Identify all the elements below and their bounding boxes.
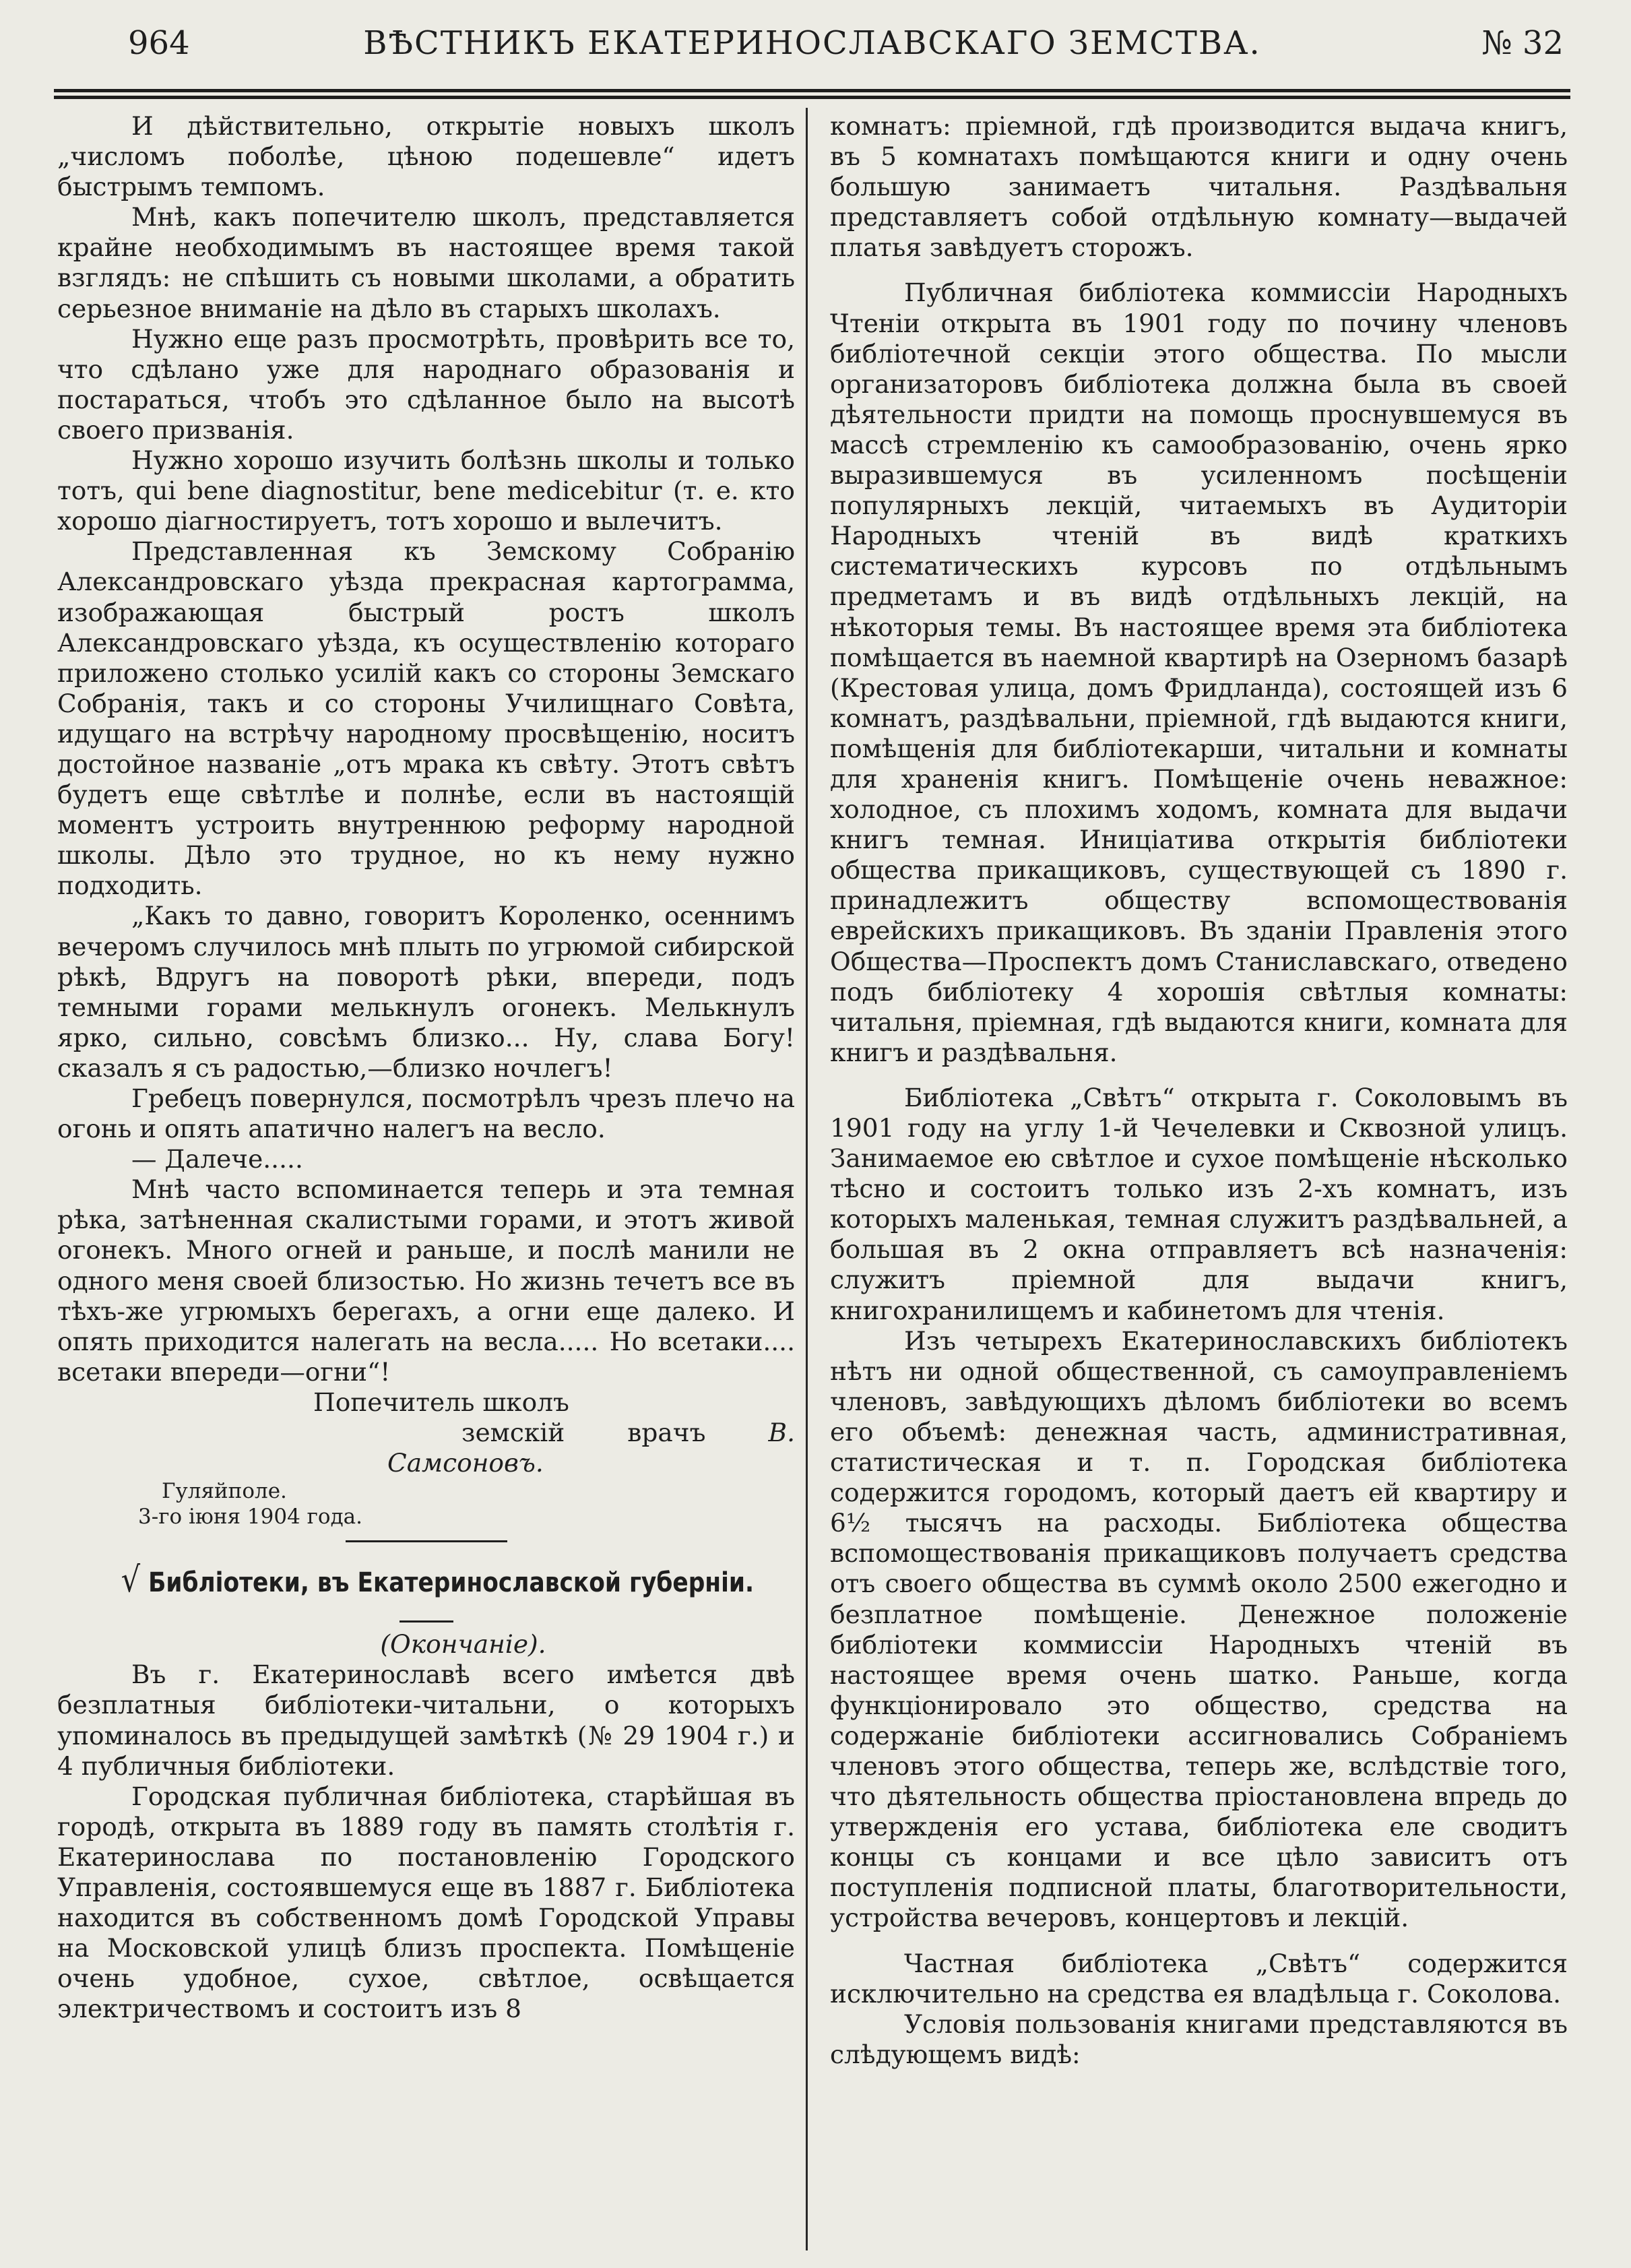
left-column: [57, 111, 795, 2247]
signature: [57, 1418, 795, 1478]
right-column: [830, 111, 1568, 2247]
section-heading: [57, 1560, 755, 1602]
check-mark-icon: √: [121, 1560, 141, 1601]
paragraph: Представленная къ Земскому Собранію Александровскаго уѣзда прекрасная картограмма, изображающая быстрый ростъ школъ Александровскаго уѣзда, къ осуществленію котораго приложено столько усилій какъ со стороны Земскаго Собранія, такъ и со стороны Училищнаго Совѣта, идущаго на встрѣчу народному просвѣщенію, носитъ достойное названіе „отъ мрака къ свѣту. Этотъ свѣтъ будетъ еще свѣтлѣе и полнѣе, если въ настоящій моментъ устроить внутреннюю реформу народной школы. Дѣло это трудное, но къ нему нужно подходить.: [57, 536, 795, 901]
paragraph: Мнѣ часто вспоминается теперь и эта темная рѣка, затѣненная скалистыми горами, и этотъ живой огонекъ. Много огней и раньше, и послѣ манили не одного меня своей близостью. Но жизнь течетъ все въ тѣхъ-же угрюмыхъ берегахъ, а огни еще далеко. И опять приходится налегать на весла..... Но всетаки.... всетаки впереди—огни“!: [57, 1174, 795, 1387]
paragraph: Нужно хорошо изучить болѣзнь школы и только тотъ, qui bene diagnostitur, bene medicebitur (т. е. кто хорошо діагностируетъ, тотъ хорошо и вылечитъ.: [57, 445, 795, 536]
paragraph: Условія пользованія книгами представляются въ слѣдующемъ видѣ:: [830, 2009, 1568, 2069]
page-header: [54, 19, 1570, 86]
paragraph: Публичная библіотека коммиссіи Народныхъ Чтеніи открыта въ 1901 году по почину членовъ библіотечной секціи этого общества. По мысли организаторовъ библіотека должна была въ своей дѣятельности придти на помощь проснувшемуся въ массѣ стремленію къ самообразованію, очень ярко выразившемуся въ усиленномъ посѣщеніи популярныхъ лекцій, читаемыхъ въ Аудиторіи Народныхъ чтеній въ видѣ краткихъ систематическихъ курсовъ по отдѣльнымъ предметамъ и въ видѣ отдѣльныхъ лекцій, на нѣкоторыя темы. Въ настоящее время эта библіотека помѣщается въ наемной квартирѣ на Озерномъ базарѣ (Крестовая улица, домъ Фридланда), состоящей изъ 6 комнатъ, раздѣвальни, пріемной, гдѣ выдаются книги, помѣщенія для библіотекарши, читальни и комнаты для храненія книгъ. Помѣщеніе очень неважное: холодное, съ плохимъ ходомъ, комната для выдачи книгъ темная. Иниціатива открытія библіотеки общества прикащиковъ, существующей съ 1890 г. принадлежитъ обществу вспомоществованія еврейскихъ прикащиковъ. Въ зданіи Правленія этого Общества—Проспектъ домъ Станиславскаго, отведено подъ библіотеку 4 хорошія свѣтлыя комнаты: читальня, пріемная, гдѣ выдаются книги, комната для книгъ и раздѣвальня.: [830, 278, 1568, 1067]
section-title: Библіотеки, въ Екатеринославской губерніи.: [148, 1567, 755, 1599]
signature-name: В. Самсоновъ.: [387, 1418, 795, 1478]
paragraph: Библіотека „Свѣтъ“ открыта г. Соколовымъ въ 1901 году на углу 1-й Чечелевки и Сквозной улицъ. Занимаемое ею свѣтлое и сухое помѣщеніе нѣсколько тѣсно и состоитъ только изъ 2-хъ комнатъ, изъ которыхъ маленькая, темная служитъ раздѣвальней, а большая въ 2 окна отправляетъ всѣ назначенія: служитъ пріемной для выдачи книгъ, книгохранилищемъ и кабинетомъ для чтенія.: [830, 1082, 1568, 1325]
paragraph: Частная библіотека „Свѣтъ“ содержится исключительно на средства ея владѣльца г. Соколова.: [830, 1948, 1568, 2009]
paragraph: Изъ четырехъ Екатеринославскихъ библіотекъ нѣтъ ни одной общественной, съ самоуправленіемъ членовъ, завѣдующихъ дѣломъ библіотеки во всемъ его объемѣ: денежная часть, административная, статистическая и т. п. Городская библіотека содержится городомъ, который даетъ ей квартиру и 6½ тысячъ на расходы. Библіотека общества вспомоществованія прикащиковъ получаетъ средства отъ своего общества въ суммѣ около 2500 ежегодно и безплатное помѣщеніе. Денежное положеніе библіотеки коммиссіи Народныхъ чтеній въ настоящее время очень шатко. Раньше, когда функціонировало это общество, средства на содержаніе библіотеки ассигновались Собраніемъ членовъ этого общества, теперь же, вслѣдствіе того, что дѣятельность общества пріостановлена впредь до утвержденія его устава, библіотека еле сводитъ концы съ концами и все цѣло зависитъ отъ поступленія подписной платы, благотворительности, устройства вечеровъ, концертовъ и лекцій.: [830, 1325, 1568, 1933]
issue-number: № 32: [1481, 24, 1564, 62]
paragraph: комнатъ: пріемной, гдѣ производится выдача книгъ, въ 5 комнатахъ помѣщаются книги и одну очень большую занимаетъ читальня. Раздѣвальня представляетъ собой отдѣльную комнату—выдачей платья завѣдуетъ сторожъ.: [830, 111, 1568, 263]
header-rule-bottom: [54, 96, 1570, 99]
header-rule-top: [54, 89, 1570, 92]
paragraph: „Какъ то давно, говоритъ Короленко, осеннимъ вечеромъ случилось мнѣ плыть по угрюмой сибирской рѣкѣ, Вдругъ на поворотѣ рѣки, впереди, подъ темными горами мелькнулъ огонекъ. Мелькнулъ ярко, сильно, совсѣмъ близко... Ну, слава Богу! сказалъ я съ радостью,—близко ночлегъ!: [57, 901, 795, 1083]
section-separator: [346, 1540, 507, 1542]
paragraph-gap: [830, 1934, 1568, 1949]
paragraph: Гребецъ повернулся, посмотрѣлъ чрезъ плечо на огонь и опять апатично налегъ на весло.: [57, 1083, 795, 1144]
signature-position: земскій врачъ: [461, 1418, 769, 1448]
dateline-date: 3-го іюня 1904 года.: [138, 1505, 363, 1530]
paragraph-gap: [830, 1068, 1568, 1083]
section-subtitle: (Окончаніе).: [380, 1629, 546, 1660]
paragraph: — Далече.....: [131, 1144, 303, 1174]
signature-title: Попечитель школъ: [313, 1387, 569, 1417]
column-divider: [806, 108, 808, 2250]
dateline-place: Гуляйполе.: [162, 1479, 287, 1504]
paragraph: И дѣйствительно, открытіе новыхъ школъ „числомъ поболѣе, цѣною подешевле“ идетъ быстрымъ темпомъ.: [57, 111, 795, 202]
subtitle-rule: [399, 1620, 453, 1623]
paragraph: Городская публичная библіотека, старѣйшая въ городѣ, открыта въ 1889 году въ память столѣтія г. Екатеринослава по постановленію Городского Управленія, состоявшемуся еще въ 1887 г. Библіотека находится въ собственномъ домѣ Городской Управы на Московской улицѣ близъ проспекта. Помѣщеніе очень удобное, сухое, свѣтлое, освѣщается электричествомъ и состоитъ изъ 8: [57, 1781, 795, 2024]
paragraph: Нужно еще разъ просмотрѣть, провѣрить все то, что сдѣлано уже для народнаго образованія и постараться, чтобъ это сдѣланное было на высотѣ своего призванія.: [57, 323, 795, 445]
page-number: 964: [128, 24, 190, 62]
paragraph: Мнѣ, какъ попечителю школъ, представляется крайне необходимымъ въ настоящее время такой взглядъ: не спѣшить съ новыми школами, а обратить серьезное вниманіе на дѣло въ старыхъ школахъ.: [57, 202, 795, 323]
journal-title: ВѢСТНИКЪ ЕКАТЕРИНОСЛАВСКАГО ЗЕМСТВА.: [363, 24, 1261, 62]
paragraph: Въ г. Екатеринославѣ всего имѣется двѣ безплатныя библіотеки-читальни, о которыхъ упоминалось въ предыдущей замѣткѣ (№ 29 1904 г.) и 4 публичныя библіотеки.: [57, 1660, 795, 1781]
paragraph-gap: [830, 263, 1568, 278]
